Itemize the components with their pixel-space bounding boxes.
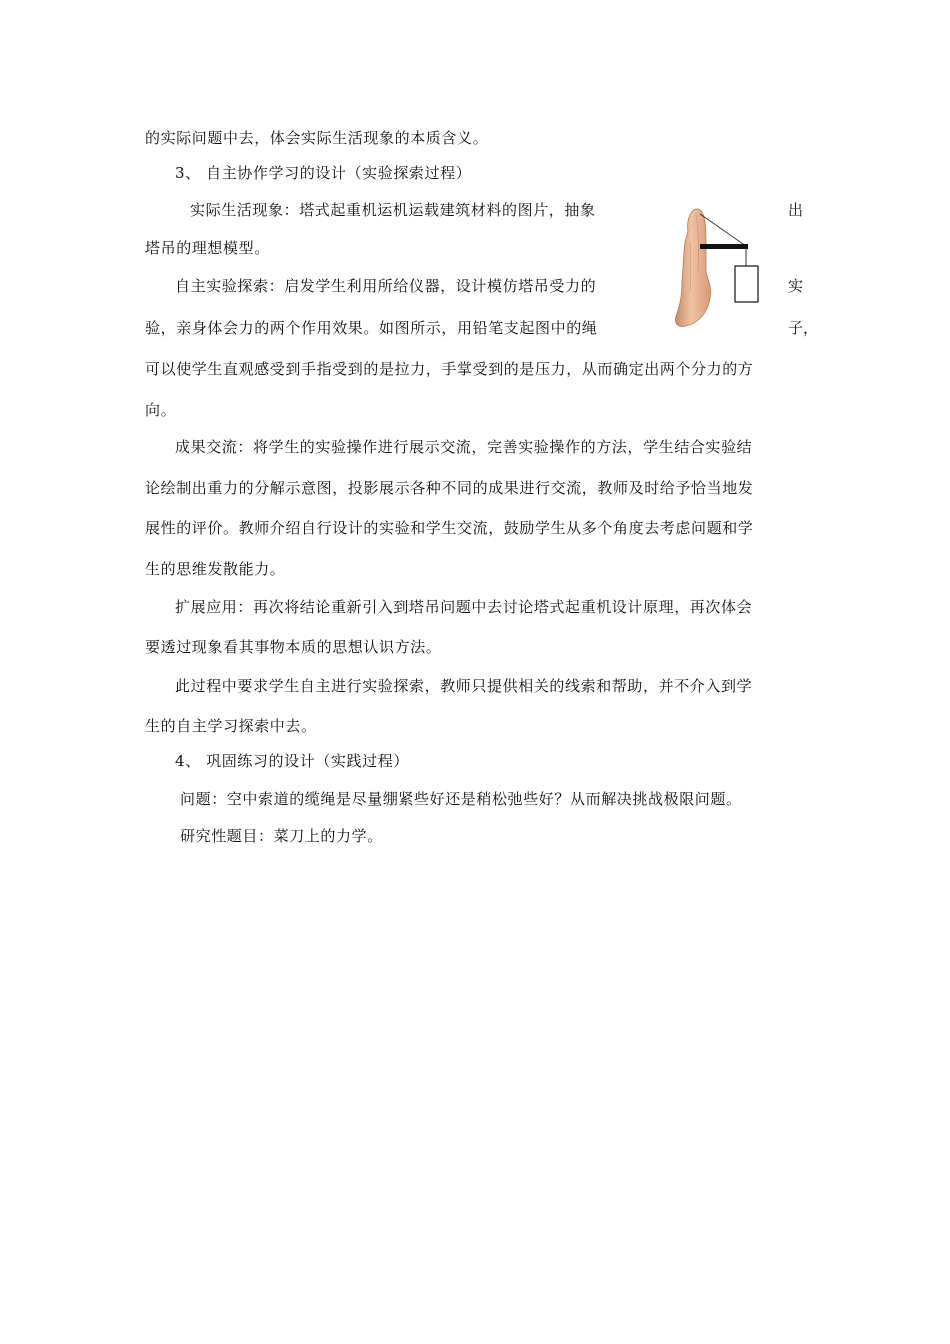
text-line: 塔吊的理想模型。	[145, 239, 270, 257]
text-line: 验，亲身体会力的两个作用效果。如图所示，用铅笔支起图中的绳	[145, 319, 598, 337]
section-heading-4: 4、 巩固练习的设计（实践过程）	[175, 752, 409, 770]
text-line: 实际生活现象：塔式起重机运机运载建筑材料的图片，抽象	[190, 201, 596, 219]
text-line: 要透过现象看其事物本质的思想认识方法。	[145, 638, 442, 656]
text-line: 可以使学生直观感受到手指受到的是拉力，手掌受到的是压力，从而确定出两个分力的方	[145, 360, 754, 378]
text-line: 成果交流：将学生的实验操作进行展示交流，完善实验操作的方法，学生结合实验结	[175, 438, 753, 456]
text-line: 扩展应用：再次将结论重新引入到塔吊问题中去讨论塔式起重机设计原理，再次体会	[175, 598, 753, 616]
hand-pencil-weight-illustration	[672, 202, 782, 332]
text-line: 的实际问题中去，体会实际生活现象的本质含义。	[145, 129, 489, 147]
text-line: 自主实验探索：启发学生利用所给仪器，设计模仿塔吊受力的	[175, 277, 597, 295]
text-line-end: 出	[788, 201, 804, 219]
section-heading-3: 3、 自主协作学习的设计（实验探索过程）	[175, 164, 472, 182]
text-line: 展性的评价。教师介绍自行设计的实验和学生交流，鼓励学生从多个角度去考虑问题和学	[145, 519, 754, 537]
text-line: 向。	[145, 401, 177, 419]
text-line: 研究性题目：菜刀上的力学。	[180, 827, 383, 845]
text-line-end: 子，	[788, 319, 819, 337]
text-line: 生的自主学习探索中去。	[145, 717, 317, 735]
text-line-end: 实	[788, 277, 804, 295]
text-line: 生的思维发散能力。	[145, 560, 286, 578]
text-line: 问题：空中索道的缆绳是尽量绷紧些好还是稍松弛些好？从而解决挑战极限问题。	[180, 790, 742, 808]
hand-pencil-weight-icon	[672, 202, 782, 332]
text-line: 论绘制出重力的分解示意图，投影展示各种不同的成果进行交流，教师及时给予恰当地发	[145, 479, 754, 497]
text-line: 此过程中要求学生自主进行实验探索，教师只提供相关的线索和帮助，并不介入到学	[175, 677, 753, 695]
